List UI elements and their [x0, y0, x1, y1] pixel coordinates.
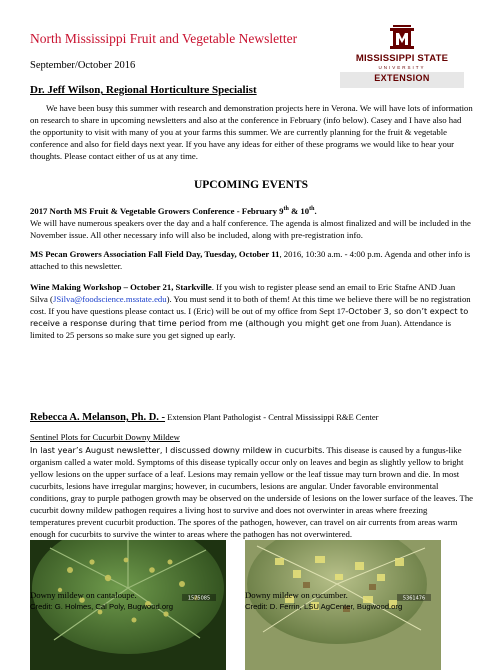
logo-university-sub: UNIVERSITY: [378, 65, 426, 70]
upcoming-events-heading: UPCOMING EVENTS: [193, 179, 309, 191]
msu-seal-icon: [384, 24, 420, 52]
conference-item: [30, 203, 474, 241]
conference-body: We will have numerous speakers over the day and a half conference. The agenda is almost finalized and will be included in the November issue. All other necessary info will also be included, along with pre-registration info.: [30, 217, 471, 240]
msu-extension-logo: [340, 24, 464, 88]
issue-date: September/October 2016: [30, 60, 136, 71]
photo-2-caption-block: [245, 590, 402, 612]
pecan-detail: , 2016, 10:30 a.m. - 4:00 p.m. Agenda and other info is attached to this newsletter.: [30, 249, 471, 271]
melanson-name: Rebecca A. Melanson, Ph. D. -: [30, 412, 166, 423]
melanson-heading: [30, 412, 378, 423]
wilson-heading: Dr. Jeff Wilson, Regional Horticulture Specialist: [30, 84, 257, 96]
email-link[interactable]: JSilva@foodscience.msstate.edu: [52, 294, 167, 304]
logo-extension-label: EXTENSION: [374, 73, 430, 83]
downy-mildew-paragraph: In last year’s August newsletter, I discussed downy mildew in cucurbits. This disease is caused by a fungus-like organism called a water mold. Symptoms of this disease typically occur only on leaves and begin as slightly yellow to bright yellow lesions on the upper surface of a leaf. Lesions may remain yellow or the leaf tissue may turn brown and die. In most cucurbits, lesions have irregular margins; however, in cucumbers, lesions are angular. Under favorable environmental conditions, gray to purple pathogen growth may be observed on the underside of lesions on the lower surface of the leaves. The cucurbit downy mildew pathogen requires a living host to survive and does not overwinter in areas where freezing temperatures prevent cucurbit production. The spores of the pathogen, however, can travel on air currents from areas warm enough for cucurbits to survive the winter to areas where the pathogen has not overwintered.: [30, 445, 474, 539]
topic-heading: Sentinel Plots for Cucurbit Downy Mildew: [30, 432, 180, 442]
photo-2-caption: Downy mildew on cucumber.: [245, 590, 348, 600]
wine-title: Wine Making Workshop – October 21, Starkville: [30, 282, 212, 292]
photo-2-credit: Credit: D. Ferrin, LSU AgCenter, Bugwood.org: [245, 602, 403, 611]
conference-title: 2017 North MS Fruit & Vegetable Growers Conference - February 9th & 10th.: [30, 205, 317, 216]
logo-university-name: MISSISSIPPI STATE: [355, 53, 449, 64]
melanson-title: Extension Plant Pathologist - Central Mississippi R&E Center: [165, 412, 379, 422]
wilson-paragraph: We have been busy this summer with research and demonstration projects here in Verona. We will have lots of information on research to share in upcoming newsletters and also at the conference in February (info below). Casey and I have also had the opportunity to visit with many of you at your farms this summer. We are currently planning for the fruit & vegetable conference and also for field days next year. If you have any ideas for either of these programs we would like to hear your thoughts. Please contact either of us at any time.: [30, 103, 473, 161]
photo-1-caption: Downy mildew on cantaloupe.: [30, 590, 137, 600]
pecan-title: MS Pecan Growers Association Fall Field Day, Tuesday, October 11: [30, 249, 280, 259]
downy-handwritten-intro: In last year’s August newsletter, I discussed downy mildew in cucurbits: [30, 445, 323, 455]
wine-handwritten-note: October 3, so don’t expect to receive a response during that time period from me (although you might get: [30, 306, 469, 328]
pecan-item: [30, 248, 474, 272]
photo-2-tag: 5361476: [402, 595, 426, 602]
wine-item: Wine Making Workshop – October 21, Starkville. If you wish to register please send an email to Eric Stafne AND Juan Silva (JSilva@foodscience.msstate.edu). You must send it to both of them! At this time we believe there will be no registration cost. If you have questions please contact us. I (Eric) will be out of my office from Sept 17-October 3, so don’t expect to receive a response during that time period from me (although you might get one from Juan). Attendance is limited to 25 persons so make sure you get signed up early.: [30, 282, 471, 340]
photo-1-credit: Credit: G. Holmes, Cal Poly, Bugwood.org: [30, 602, 173, 611]
photo-1-caption-block: [30, 590, 173, 612]
photo-1-tag: 1575085: [187, 595, 211, 602]
newsletter-title: North Mississippi Fruit and Vegetable Newsletter: [30, 31, 298, 46]
